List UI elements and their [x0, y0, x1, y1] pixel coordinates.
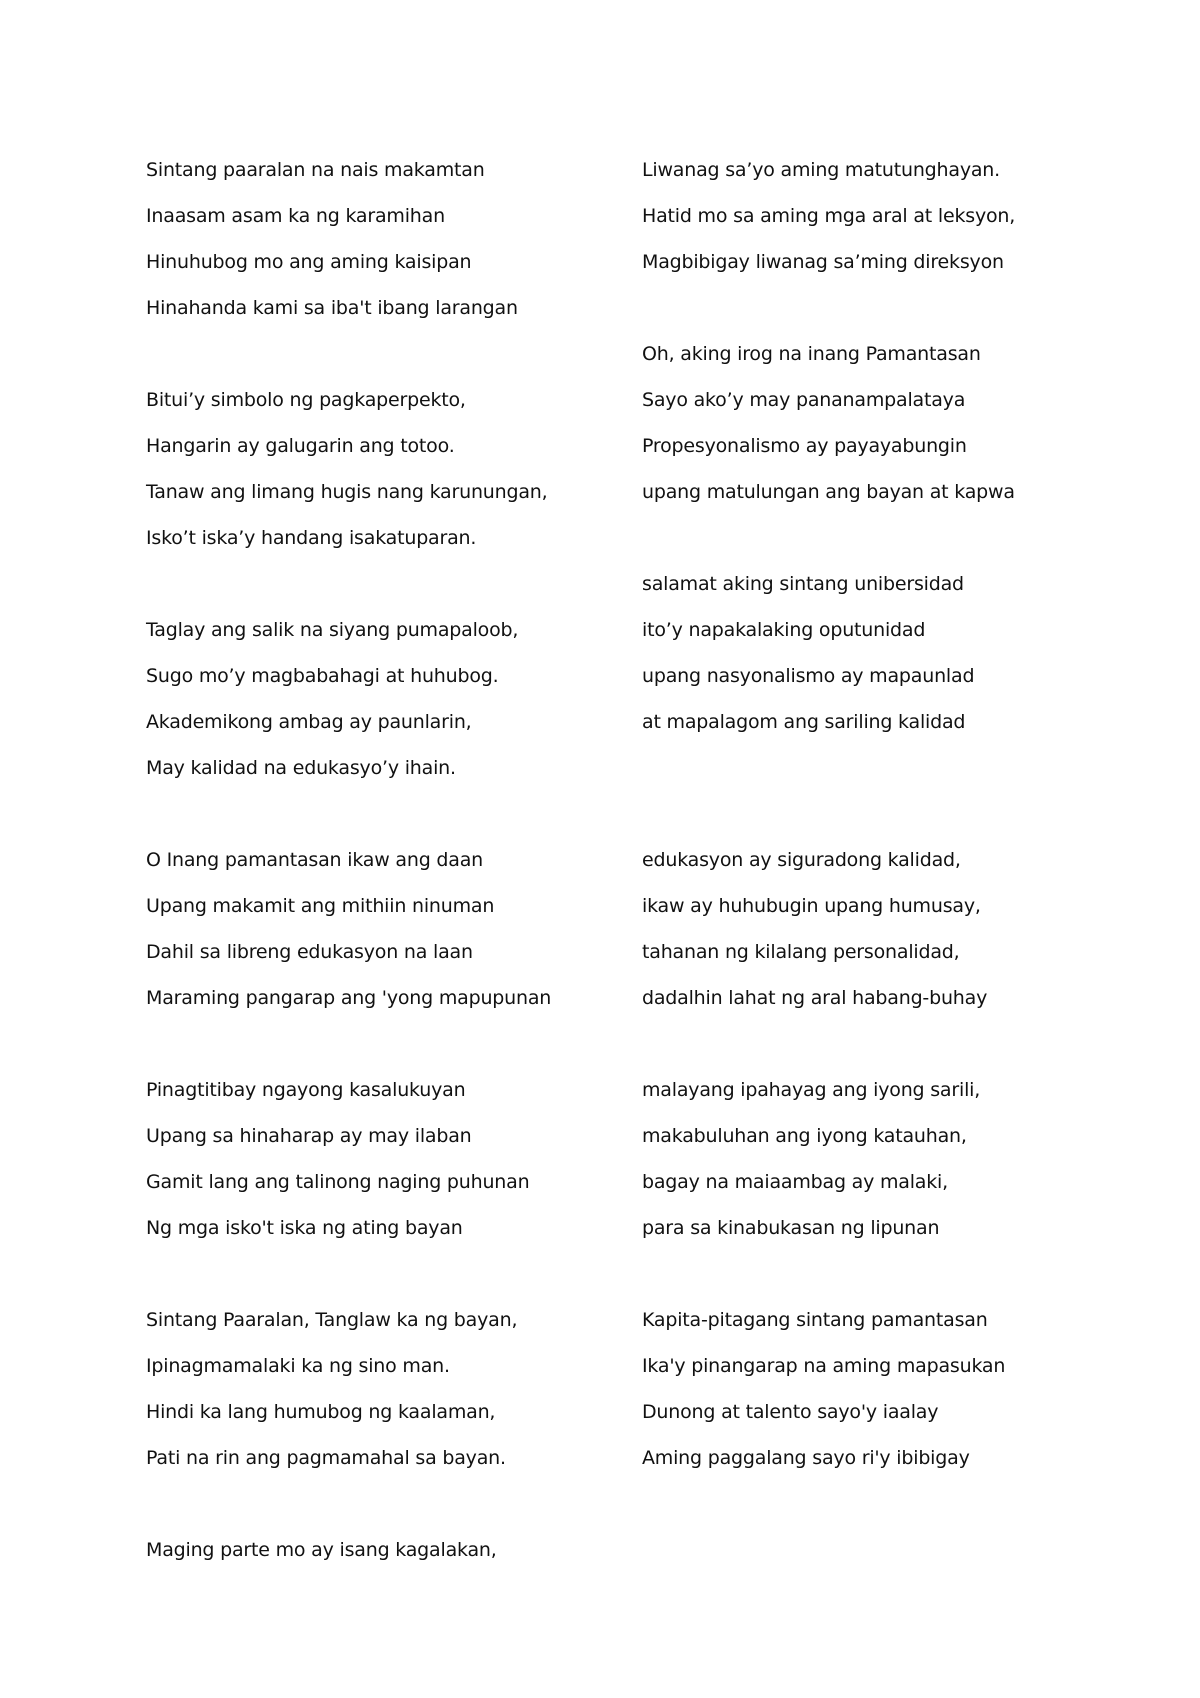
- stanza-gap: [642, 1251, 1122, 1297]
- stanza-gap: [642, 1021, 1122, 1067]
- stanza-gap: [146, 791, 616, 837]
- poem-line: Maraming pangarap ang 'yong mapupunan: [146, 987, 552, 1009]
- poem-line: Isko’t iska’y handang isakatuparan.: [146, 527, 477, 549]
- poem-line: Hindi ka lang humubog ng kaalaman,: [146, 1401, 496, 1423]
- poem-line: Sintang paaralan na nais makamtan: [146, 159, 485, 181]
- poem-line: upang nasyonalismo ay mapaunlad: [642, 665, 975, 687]
- poem-line: Bitui’y simbolo ng pagkaperpekto,: [146, 389, 466, 411]
- poem-line: Hinuhubog mo ang aming kaisipan: [146, 251, 472, 273]
- poem-line: Dunong at talento sayo'y iaalay: [642, 1401, 939, 1423]
- stanza-gap: [642, 791, 1122, 837]
- poem-line: Dahil sa libreng edukasyon na laan: [146, 941, 473, 963]
- poem-line: Magbibigay liwanag sa’ming direksyon: [642, 251, 1004, 273]
- poem-line: Akademikong ambag ay paunlarin,: [146, 711, 472, 733]
- poem-line: Inaasam asam ka ng karamihan: [146, 205, 445, 227]
- poem-line: Ng mga isko't iska ng ating bayan: [146, 1217, 463, 1239]
- poem-line: at mapalagom ang sariling kalidad: [642, 711, 966, 733]
- poem-line: Sugo mo’y magbabahagi at huhubog.: [146, 665, 499, 687]
- poem-line: dadalhin lahat ng aral habang-buhay: [642, 987, 988, 1009]
- poem-line: Pinagtitibay ngayong kasalukuyan: [146, 1079, 466, 1101]
- stanza-gap: [146, 1021, 616, 1067]
- poem-line: upang matulungan ang bayan at kapwa: [642, 481, 1015, 503]
- poem-line: tahanan ng kilalang personalidad,: [642, 941, 960, 963]
- poem-line: Kapita-pitagang sintang pamantasan: [642, 1309, 988, 1331]
- poem-line: May kalidad na edukasyo’y ihain.: [146, 757, 456, 779]
- poem-line: Hangarin ay galugarin ang totoo.: [146, 435, 455, 457]
- poem-line: Taglay ang salik na siyang pumapaloob,: [146, 619, 519, 641]
- poem-line: Pati na rin ang pagmamahal sa bayan.: [146, 1447, 506, 1469]
- poem-line: para sa kinabukasan ng lipunan: [642, 1217, 940, 1239]
- poem-line: Upang makamit ang mithiin ninuman: [146, 895, 495, 917]
- left-column: [146, 147, 616, 1573]
- poem-line: Sayo ako’y may pananampalataya: [642, 389, 966, 411]
- stanza-gap: [146, 1481, 616, 1527]
- poem-line: Liwanag sa’yo aming matutunghayan.: [642, 159, 1000, 181]
- stanza-gap: [642, 745, 1122, 791]
- poem-line: salamat aking sintang unibersidad: [642, 573, 964, 595]
- stanza-gap: [146, 561, 616, 607]
- stanza-gap: [146, 331, 616, 377]
- poem-line: ikaw ay huhubugin upang humusay,: [642, 895, 981, 917]
- poem-line: Upang sa hinaharap ay may ilaban: [146, 1125, 472, 1147]
- poem-line: Sintang Paaralan, Tanglaw ka ng bayan,: [146, 1309, 518, 1331]
- poem-line: Maging parte mo ay isang kagalakan,: [146, 1539, 497, 1561]
- poem-line: Tanaw ang limang hugis nang karunungan,: [146, 481, 548, 503]
- stanza-gap: [642, 515, 1122, 561]
- poem-line: Oh, aking irog na inang Pamantasan: [642, 343, 981, 365]
- poem-line: bagay na maiaambag ay malaki,: [642, 1171, 948, 1193]
- poem-line: ito’y napakalaking oputunidad: [642, 619, 926, 641]
- poem-line: Ipinagmamalaki ka ng sino man.: [146, 1355, 450, 1377]
- poem-line: makabuluhan ang iyong katauhan,: [642, 1125, 967, 1147]
- poem-line: Hatid mo sa aming mga aral at leksyon,: [642, 205, 1016, 227]
- right-column: [642, 147, 1122, 1481]
- poem-line: Gamit lang ang talinong naging puhunan: [146, 1171, 530, 1193]
- poem-line: Ika'y pinangarap na aming mapasukan: [642, 1355, 1006, 1377]
- poem-line: Hinahanda kami sa iba't ibang larangan: [146, 297, 518, 319]
- stanza-gap: [146, 1251, 616, 1297]
- stanza-gap: [642, 285, 1122, 331]
- poem-line: malayang ipahayag ang iyong sarili,: [642, 1079, 981, 1101]
- poem-line: Propesyonalismo ay payayabungin: [642, 435, 967, 457]
- poem-line: Aming paggalang sayo ri'y ibibigay: [642, 1447, 970, 1469]
- poem-line: O Inang pamantasan ikaw ang daan: [146, 849, 483, 871]
- poem-line: edukasyon ay siguradong kalidad,: [642, 849, 961, 871]
